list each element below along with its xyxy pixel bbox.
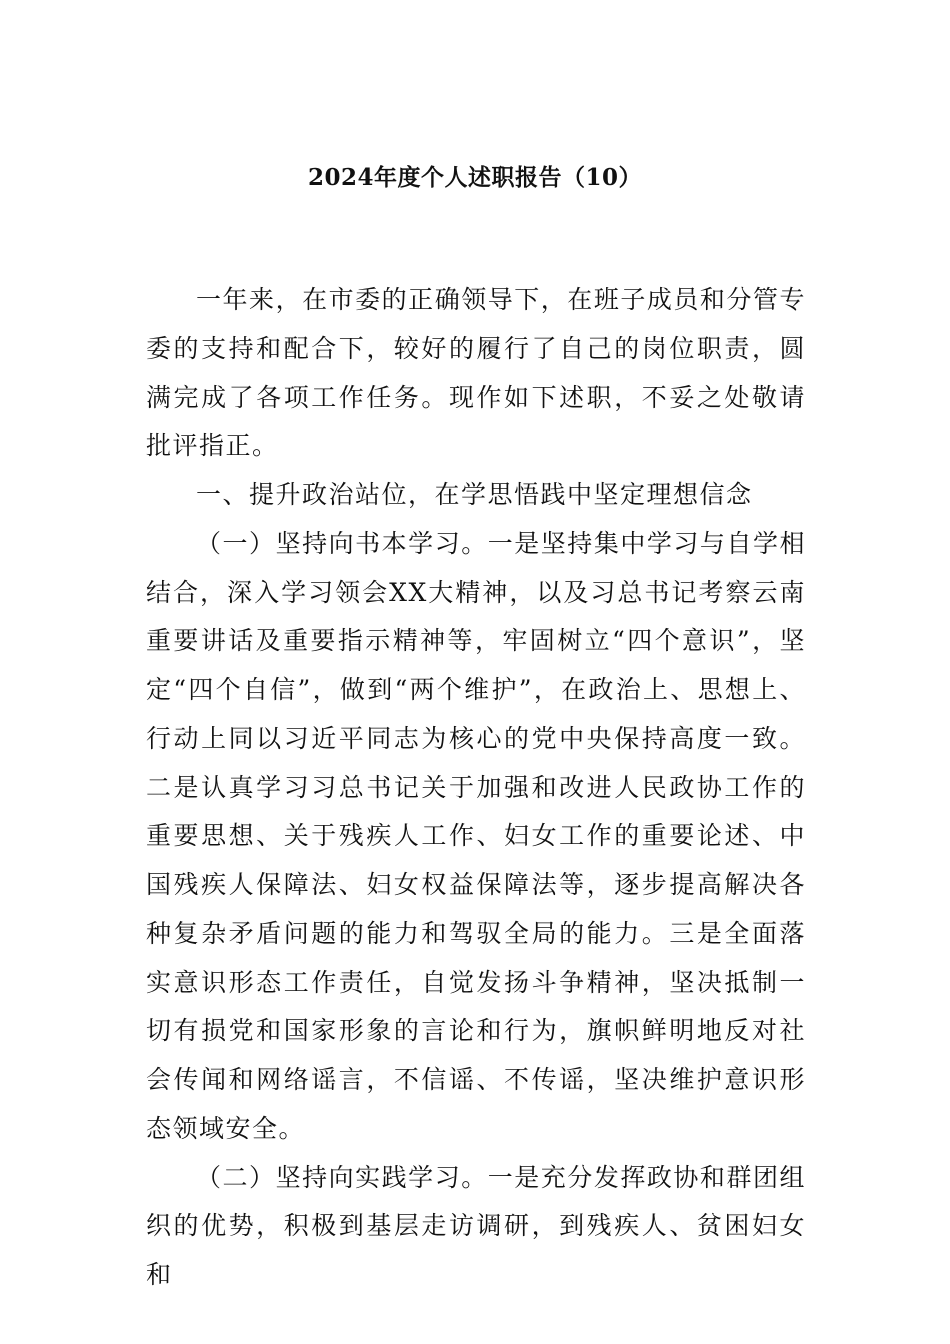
paragraph-book-study: （一）坚持向书本学习。一是坚持集中学习与自学相结合，深入学习领会XX大精神，以及习总书记考察云南重要讲话及重要指示精神等，牢固树立“四个意识”，坚定“四个自信”，做到“两个维护”，在政治上、思想上、行动上同以习近平同志为核心的党中央保持高度一致。二是认真学习习总书记关于加强和改进人民政协工作的重要思想、关于残疾人工作、妇女工作的重要论述、中国残疾人保障法、妇女权益保障法等，逐步提高解决各种复杂矛盾问题的能力和驾驭全局的能力。三是全面落实意识形态工作责任，自觉发扬斗争精神，坚决抵制一切有损党和国家形象的言论和行为，旗帜鲜明地反对社会传闻和网络谣言，不信谣、不传谣，坚决维护意识形态领域安全。 bbox=[146, 528, 806, 1143]
document-body bbox=[146, 276, 806, 1300]
paragraph-practice-study: （二）坚持向实践学习。一是充分发挥政协和群团组织的优势，积极到基层走访调研，到残疾人、贫困妇女和 bbox=[146, 1162, 806, 1289]
paragraph-intro: 一年来，在市委的正确领导下，在班子成员和分管专委的支持和配合下，较好的履行了自己的岗位职责，圆满完成了各项工作任务。现作如下述职，不妥之处敬请批评指正。 bbox=[146, 285, 806, 461]
section-heading-1: 一、提升政治站位，在学思悟践中坚定理想信念 bbox=[196, 480, 753, 509]
document-title: 2024年度个人述职报告（10） bbox=[307, 164, 643, 191]
